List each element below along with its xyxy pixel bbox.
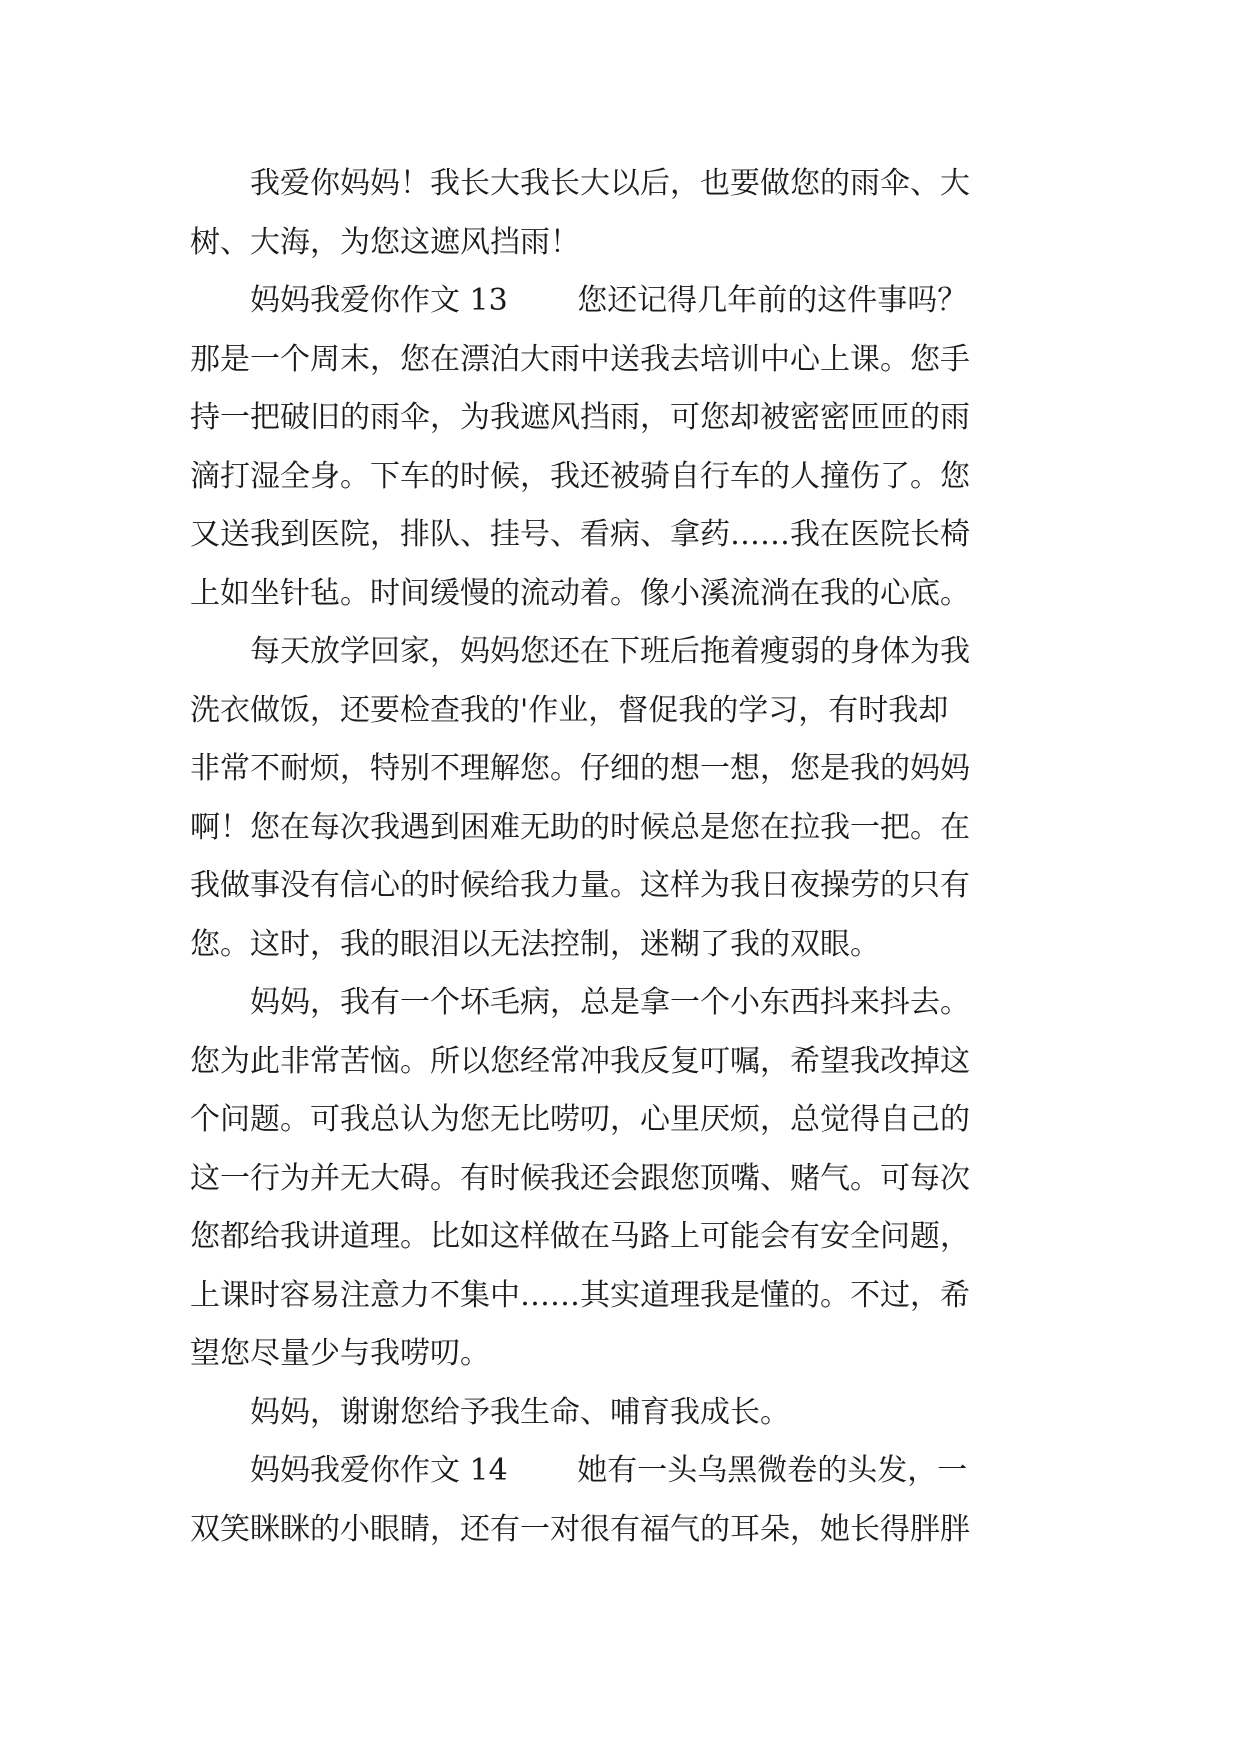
text-line: 上课时容易注意力不集中……其实道理我是懂的。不过，希 (190, 1277, 970, 1313)
text-line: 双笑眯眯的小眼睛，还有一对很有福气的耳朵，她长得胖胖 (190, 1511, 970, 1547)
text-line: 滴打湿全身。下车的时候，我还被骑自行车的人撞伤了。您 (190, 458, 970, 494)
text-line: 妈妈，谢谢您给予我生命、哺育我成长。 (190, 1394, 790, 1430)
text-line: 个问题。可我总认为您无比唠叨，心里厌烦，总觉得自己的 (190, 1102, 970, 1137)
essay-heading-line: 妈妈我爱你作文 14 她有一头乌黑微卷的头发，一 (190, 1453, 968, 1488)
essay-heading-line: 妈妈我爱你作文 13 您还记得几年前的这件事吗？ (190, 283, 968, 318)
text-line: 每天放学回家，妈妈您还在下班后拖着瘦弱的身体为我 (190, 634, 970, 669)
text-line: 那是一个周末，您在漂泊大雨中送我去培训中心上课。您手 (190, 341, 970, 377)
text-line: 持一把破旧的雨伞，为我遮风挡雨，可您却被密密匝匝的雨 (190, 400, 970, 435)
text-line: 望您尽量少与我唠叨。 (190, 1336, 490, 1371)
text-line: 上如坐针毡。时间缓慢的流动着。像小溪流淌在我的心底。 (190, 575, 970, 611)
text-line: 我爱你妈妈！我长大我长大以后，也要做您的雨伞、大 (190, 166, 970, 201)
text-line: 这一行为并无大碍。有时候我还会跟您顶嘴、赌气。可每次 (190, 1160, 970, 1196)
text-line: 非常不耐烦，特别不理解您。仔细的想一想，您是我的妈妈 (190, 751, 970, 786)
text-line: 您。这时，我的眼泪以无法控制，迷糊了我的双眼。 (190, 926, 880, 962)
text-line: 您都给我讲道理。比如这样做在马路上可能会有安全问题， (190, 1219, 970, 1254)
text-line: 树、大海，为您这遮风挡雨！ (190, 224, 580, 260)
text-line: 我做事没有信心的时候给我力量。这样为我日夜操劳的只有 (190, 868, 970, 903)
essay-body (190, 155, 1080, 1559)
text-line: 妈妈，我有一个坏毛病，总是拿一个小东西抖来抖去。 (190, 985, 970, 1020)
text-line: 您为此非常苦恼。所以您经常冲我反复叮嘱，希望我改掉这 (190, 1043, 970, 1079)
text-line: 洗衣做饭，还要检查我的'作业，督促我的学习，有时我却 (190, 692, 949, 728)
text-line: 又送我到医院，排队、挂号、看病、拿药……我在医院长椅 (190, 517, 970, 552)
text-line: 啊！您在每次我遇到困难无助的时候总是您在拉我一把。在 (190, 809, 970, 845)
